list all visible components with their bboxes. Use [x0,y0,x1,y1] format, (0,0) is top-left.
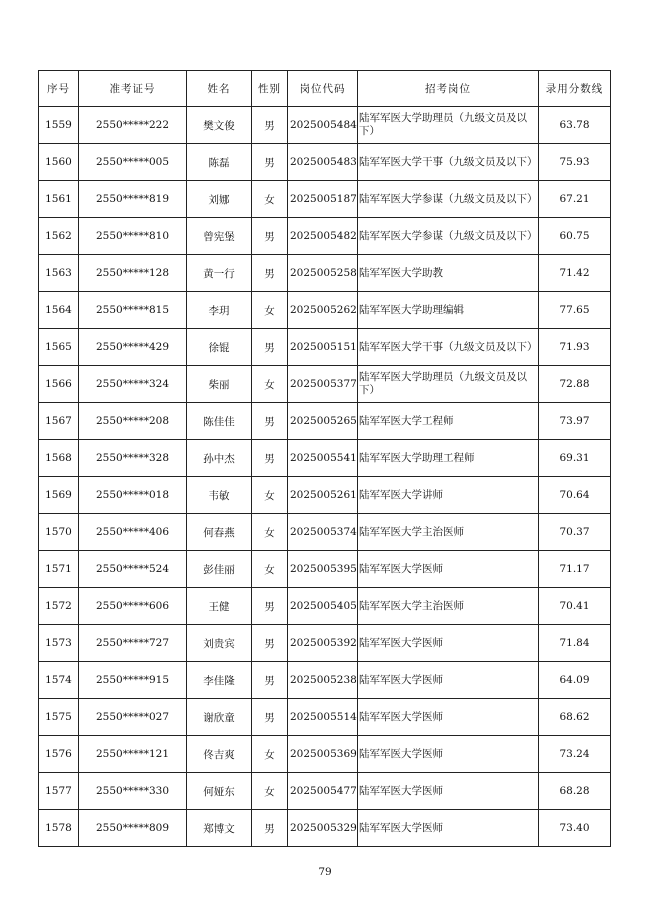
position-cell: 陆军军医大学医师 [358,625,539,662]
ticket-number-cell: 2550*****429 [79,329,187,366]
position-cell: 陆军军医大学干事（九级文员及以下） [358,329,539,366]
index-cell: 1568 [39,440,79,477]
ticket-number-cell: 2550*****324 [79,366,187,403]
position-cell: 陆军军医大学参谋（九级文员及以下） [358,218,539,255]
position-cell: 陆军军医大学讲师 [358,477,539,514]
score-cell: 64.09 [539,662,611,699]
table-row [39,440,611,477]
position-cell: 陆军军医大学助理员（九级文员及以下） [358,107,539,144]
name-cell: 陈磊 [187,144,252,181]
ticket-number-cell: 2550*****606 [79,588,187,625]
position-cell: 陆军军医大学参谋（九级文员及以下） [358,181,539,218]
position-cell: 陆军军医大学助理工程师 [358,440,539,477]
table-row [39,736,611,773]
position-cell: 陆军军医大学医师 [358,773,539,810]
ticket-number-cell: 2550*****524 [79,551,187,588]
gender-cell: 女 [252,551,288,588]
index-cell: 1572 [39,588,79,625]
name-cell: 陈佳佳 [187,403,252,440]
table-row [39,773,611,810]
gender-cell: 女 [252,773,288,810]
position-code-cell: 2025005262 [288,292,358,329]
gender-cell: 男 [252,107,288,144]
index-cell: 1562 [39,218,79,255]
index-cell: 1563 [39,255,79,292]
index-cell: 1567 [39,403,79,440]
table-row [39,662,611,699]
ticket-number-cell: 2550*****128 [79,255,187,292]
name-cell: 刘娜 [187,181,252,218]
index-cell: 1577 [39,773,79,810]
gender-cell: 男 [252,255,288,292]
name-cell: 彭佳丽 [187,551,252,588]
score-cell: 70.41 [539,588,611,625]
index-cell: 1559 [39,107,79,144]
score-cell: 77.65 [539,292,611,329]
score-cell: 68.62 [539,699,611,736]
position-code-cell: 2025005374 [288,514,358,551]
index-cell: 1569 [39,477,79,514]
table-row [39,551,611,588]
index-cell: 1570 [39,514,79,551]
score-cell: 71.93 [539,329,611,366]
position-cell: 陆军军医大学医师 [358,551,539,588]
name-cell: 李佳隆 [187,662,252,699]
table-row [39,477,611,514]
name-cell: 李玥 [187,292,252,329]
position-code-cell: 2025005541 [288,440,358,477]
score-cell: 71.17 [539,551,611,588]
position-cell: 陆军军医大学医师 [358,810,539,847]
name-cell: 王健 [187,588,252,625]
index-cell: 1575 [39,699,79,736]
table-row [39,588,611,625]
index-cell: 1573 [39,625,79,662]
position-code-cell: 2025005514 [288,699,358,736]
score-cell: 63.78 [539,107,611,144]
score-cell: 68.28 [539,773,611,810]
index-cell: 1574 [39,662,79,699]
header-index: 序号 [39,71,79,107]
position-code-cell: 2025005238 [288,662,358,699]
position-code-cell: 2025005482 [288,218,358,255]
table-row [39,144,611,181]
position-cell: 陆军军医大学助教 [358,255,539,292]
index-cell: 1571 [39,551,79,588]
name-cell: 刘贵宾 [187,625,252,662]
name-cell: 黄一行 [187,255,252,292]
index-cell: 1560 [39,144,79,181]
score-cell: 70.37 [539,514,611,551]
ticket-number-cell: 2550*****121 [79,736,187,773]
score-cell: 75.93 [539,144,611,181]
table-row [39,403,611,440]
score-cell: 71.42 [539,255,611,292]
score-cell: 70.64 [539,477,611,514]
table-row [39,255,611,292]
ticket-number-cell: 2550*****005 [79,144,187,181]
header-score: 录用分数线 [539,71,611,107]
gender-cell: 男 [252,218,288,255]
name-cell: 徐锟 [187,329,252,366]
position-cell: 陆军军医大学主治医师 [358,514,539,551]
table-row [39,292,611,329]
gender-cell: 男 [252,329,288,366]
position-cell: 陆军军医大学医师 [358,736,539,773]
ticket-number-cell: 2550*****018 [79,477,187,514]
position-code-cell: 2025005151 [288,329,358,366]
header-position-code: 岗位代码 [288,71,358,107]
position-cell: 陆军军医大学干事（九级文员及以下） [358,144,539,181]
ticket-number-cell: 2550*****915 [79,662,187,699]
name-cell: 孙中杰 [187,440,252,477]
position-cell: 陆军军医大学医师 [358,699,539,736]
name-cell: 何娅东 [187,773,252,810]
name-cell: 曾宪堡 [187,218,252,255]
index-cell: 1578 [39,810,79,847]
header-gender: 性别 [252,71,288,107]
score-cell: 73.97 [539,403,611,440]
score-cell: 60.75 [539,218,611,255]
gender-cell: 女 [252,477,288,514]
name-cell: 何春燕 [187,514,252,551]
position-cell: 陆军军医大学工程师 [358,403,539,440]
position-cell: 陆军军医大学助理编辑 [358,292,539,329]
header-position: 招考岗位 [358,71,539,107]
gender-cell: 男 [252,662,288,699]
gender-cell: 男 [252,588,288,625]
ticket-number-cell: 2550*****406 [79,514,187,551]
score-table [38,70,611,847]
score-cell: 73.24 [539,736,611,773]
score-cell: 71.84 [539,625,611,662]
position-cell: 陆军军医大学医师 [358,662,539,699]
position-code-cell: 2025005258 [288,255,358,292]
header-row [39,71,611,107]
name-cell: 佟吉爽 [187,736,252,773]
ticket-number-cell: 2550*****810 [79,218,187,255]
position-code-cell: 2025005369 [288,736,358,773]
index-cell: 1576 [39,736,79,773]
gender-cell: 女 [252,736,288,773]
gender-cell: 女 [252,181,288,218]
name-cell: 韦敏 [187,477,252,514]
gender-cell: 女 [252,292,288,329]
table-row [39,625,611,662]
position-code-cell: 2025005329 [288,810,358,847]
table-row [39,810,611,847]
index-cell: 1565 [39,329,79,366]
page-number: 79 [318,866,332,878]
index-cell: 1566 [39,366,79,403]
index-cell: 1564 [39,292,79,329]
ticket-number-cell: 2550*****727 [79,625,187,662]
table-row [39,218,611,255]
position-code-cell: 2025005261 [288,477,358,514]
position-code-cell: 2025005187 [288,181,358,218]
ticket-number-cell: 2550*****222 [79,107,187,144]
score-cell: 72.88 [539,366,611,403]
header-ticket-number: 准考证号 [79,71,187,107]
table-row [39,107,611,144]
gender-cell: 男 [252,440,288,477]
gender-cell: 男 [252,625,288,662]
name-cell: 樊文俊 [187,107,252,144]
table-row [39,329,611,366]
ticket-number-cell: 2550*****208 [79,403,187,440]
name-cell: 郑博文 [187,810,252,847]
position-code-cell: 2025005377 [288,366,358,403]
gender-cell: 男 [252,810,288,847]
position-code-cell: 2025005265 [288,403,358,440]
gender-cell: 男 [252,403,288,440]
position-code-cell: 2025005392 [288,625,358,662]
ticket-number-cell: 2550*****809 [79,810,187,847]
name-cell: 谢欣童 [187,699,252,736]
score-cell: 69.31 [539,440,611,477]
ticket-number-cell: 2550*****328 [79,440,187,477]
ticket-number-cell: 2550*****819 [79,181,187,218]
position-code-cell: 2025005484 [288,107,358,144]
name-cell: 柴丽 [187,366,252,403]
table-row [39,699,611,736]
gender-cell: 男 [252,699,288,736]
index-cell: 1561 [39,181,79,218]
position-cell: 陆军军医大学助理员（九级文员及以下） [358,366,539,403]
table-row [39,181,611,218]
position-code-cell: 2025005483 [288,144,358,181]
table-row [39,366,611,403]
gender-cell: 男 [252,144,288,181]
position-code-cell: 2025005405 [288,588,358,625]
table-body [39,107,611,847]
ticket-number-cell: 2550*****027 [79,699,187,736]
score-cell: 73.40 [539,810,611,847]
score-cell: 67.21 [539,181,611,218]
table-row [39,514,611,551]
position-code-cell: 2025005477 [288,773,358,810]
position-cell: 陆军军医大学主治医师 [358,588,539,625]
ticket-number-cell: 2550*****815 [79,292,187,329]
header-name: 姓名 [187,71,252,107]
ticket-number-cell: 2550*****330 [79,773,187,810]
position-code-cell: 2025005395 [288,551,358,588]
gender-cell: 女 [252,514,288,551]
gender-cell: 女 [252,366,288,403]
